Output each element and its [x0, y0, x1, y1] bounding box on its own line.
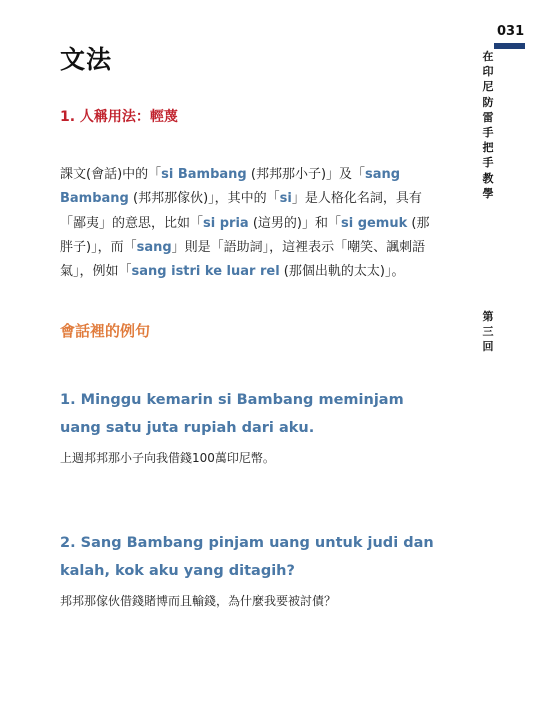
highlighted-term: sang Bambang — [60, 167, 401, 207]
highlighted-term: si — [279, 191, 292, 207]
highlighted-term: sang istri ke luar rel — [131, 264, 280, 280]
grammar-paragraph — [60, 163, 440, 284]
paragraph-text: (這男的)」和「 — [248, 215, 341, 231]
paragraph-text: 」是人格化名詞，具有「鄙夷」的意思，比如「 — [60, 191, 422, 231]
paragraph-text: 」則是「語助詞」，這裡表示「嘲笑、諷刺語氣」，例如「 — [60, 239, 426, 280]
paragraph-text: (那個出軌的太太)」。 — [279, 264, 405, 280]
examples-heading: 會話裡的例句 — [60, 322, 151, 340]
highlighted-term: sang — [136, 239, 172, 255]
paragraph-text: 課文(會話)中的「 — [60, 167, 162, 182]
example-sentence — [60, 530, 440, 609]
highlighted-term: si gemuk — [340, 215, 408, 231]
example-translation: 邦邦那傢伙借錢賭博而且輸錢，為什麼我要被討債？ — [60, 594, 337, 608]
chapter-label-vertical: 第三回 — [482, 310, 494, 354]
example-translation: 上週邦邦那小子向我借錢100萬印尼幣。 — [60, 451, 275, 465]
book-title-vertical: 在印尼防雷手把手教學 — [482, 50, 494, 200]
page-number-bar — [494, 43, 525, 49]
highlighted-term: si pria — [203, 215, 249, 231]
page-title: 文法 — [60, 45, 113, 74]
paragraph-text: (那胖子)」，而「 — [60, 215, 430, 255]
example-indonesian: 1. Minggu kemarin si Bambang meminjam uang satu juta rupiah dari aku. — [60, 392, 404, 436]
section-heading: 1. 人稱用法：輕蔑 — [60, 109, 178, 125]
paragraph-text: (邦邦那小子)」及「 — [246, 167, 366, 182]
highlighted-term: si Bambang — [161, 167, 247, 182]
example-sentence — [60, 387, 440, 466]
paragraph-text: (邦邦那傢伙)」，其中的「 — [128, 191, 280, 207]
page-number: 031 — [497, 24, 525, 39]
example-indonesian: 2. Sang Bambang pinjam uang untuk judi dan kalah, kok aku yang ditagih? — [60, 535, 434, 579]
